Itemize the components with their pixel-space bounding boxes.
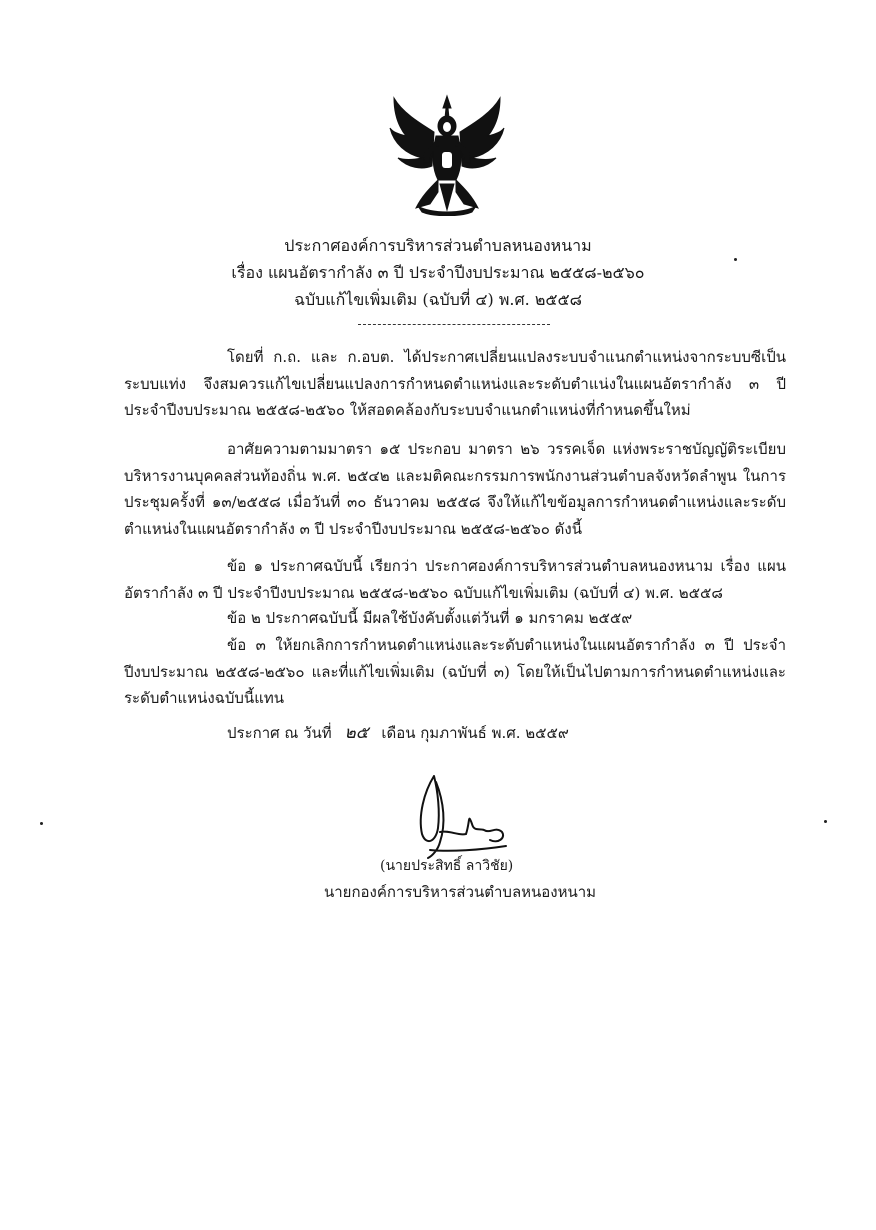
issue-day-handwritten: ๒๕ (344, 723, 369, 743)
issue-date-suffix: เดือน กุมภาพันธ์ พ.ศ. ๒๕๕๙ (381, 724, 569, 742)
paragraph-2 (124, 436, 786, 542)
clause-2-text: ข้อ ๒ ประกาศฉบับนี้ มีผลใช้บังคับตั้งแต่วันที่ ๑ มกราคม ๒๕๕๙ (227, 609, 633, 627)
scan-speck (40, 822, 43, 825)
scan-speck (734, 258, 737, 261)
heading-line-1: ประกาศองค์การบริหารส่วนตำบลหนองหนาม (284, 236, 592, 255)
signature-icon (410, 772, 518, 864)
clause-3 (124, 632, 786, 712)
scan-speck (824, 820, 827, 823)
issue-date (227, 721, 569, 745)
clause-3-text: ข้อ ๓ ให้ยกเลิกการกำหนดตำแหน่งและระดับตำแหน่งในแผนอัตรากำลัง ๓ ปี ประจำปีงบประมาณ ๒๕๕๘-๒๕๖๐ และที่แก้ไขเพิ่มเติม (ฉบับที่ ๓) โดยให้เป็นไปตามการกำหนดตำแหน่งและระดับตำแหน่งฉบับนี้แทน (124, 636, 786, 707)
clause-2 (124, 605, 786, 632)
paragraph-1 (124, 344, 786, 424)
paragraph-1-text: โดยที่ ก.ถ. และ ก.อบต. ได้ประกาศเปลี่ยนแปลงระบบจำแนกตำแหน่งจากระบบซีเป็นระบบแท่ง จึงสมควรแก้ไขเปลี่ยนแปลงการกำหนดตำแหน่งและระดับตำแน่งในแผนอัตรากำลัง ๓ ปี ประจำปีงบประมาณ ๒๕๕๘-๒๕๖๐ ให้สอดคล้องกับระบบจำแนกตำแหน่งที่กำหนดขึ้นใหม่ (124, 348, 786, 419)
signer-name: (นายประสิทธิ์ ลาวิชัย) (380, 858, 514, 874)
heading-line-3: ฉบับแก้ไขเพิ่มเติม (ฉบับที่ ๔) พ.ศ. ๒๕๕๘ (294, 290, 582, 309)
signer-title: นายกองค์การบริหารส่วนตำบลหนองหนาม (324, 883, 597, 901)
clause-1 (124, 553, 786, 606)
issue-date-prefix: ประกาศ ณ วันที่ (227, 724, 332, 742)
clause-1-text: ข้อ ๑ ประกาศฉบับนี้ เรียกว่า ประกาศองค์การบริหารส่วนตำบลหนองหนาม เรื่อง แผนอัตรากำลัง ๓ ปี ประจำปีงบประมาณ ๒๕๕๘-๒๕๖๐ ฉบับแก้ไขเพิ่มเติม (ฉบับที่ ๔) พ.ศ. ๒๕๕๘ (124, 557, 786, 602)
garuda-emblem-icon (388, 92, 506, 216)
heading-line-2: เรื่อง แผนอัตรากำลัง ๓ ปี ประจำปีงบประมาณ ๒๕๕๘-๒๕๖๐ (231, 263, 645, 282)
paragraph-2-text: อาศัยความตามมาตรา ๑๕ ประกอบ มาตรา ๒๖ วรรคเจ็ด แห่งพระราชบัญญัติระเบียบบริหารงานบุคคลส่วนท้องถิ่น พ.ศ. ๒๕๔๒ และมติคณะกรรมการพนักงานส่วนตำบลจังหวัดลำพูน ในการประชุมครั้งที่ ๑๓/๒๕๕๘ เมื่อวันที่ ๓๐ ธันวาคม ๒๕๕๘ จึงให้แก้ไขข้อมูลการกำหนดตำแหน่งและระดับตำแหน่งในแผนอัตรากำลัง ๓ ปี ประจำปีงบประมาณ ๒๕๕๘-๒๕๖๐ ดังนี้ (124, 440, 786, 538)
heading-divider (358, 324, 550, 325)
